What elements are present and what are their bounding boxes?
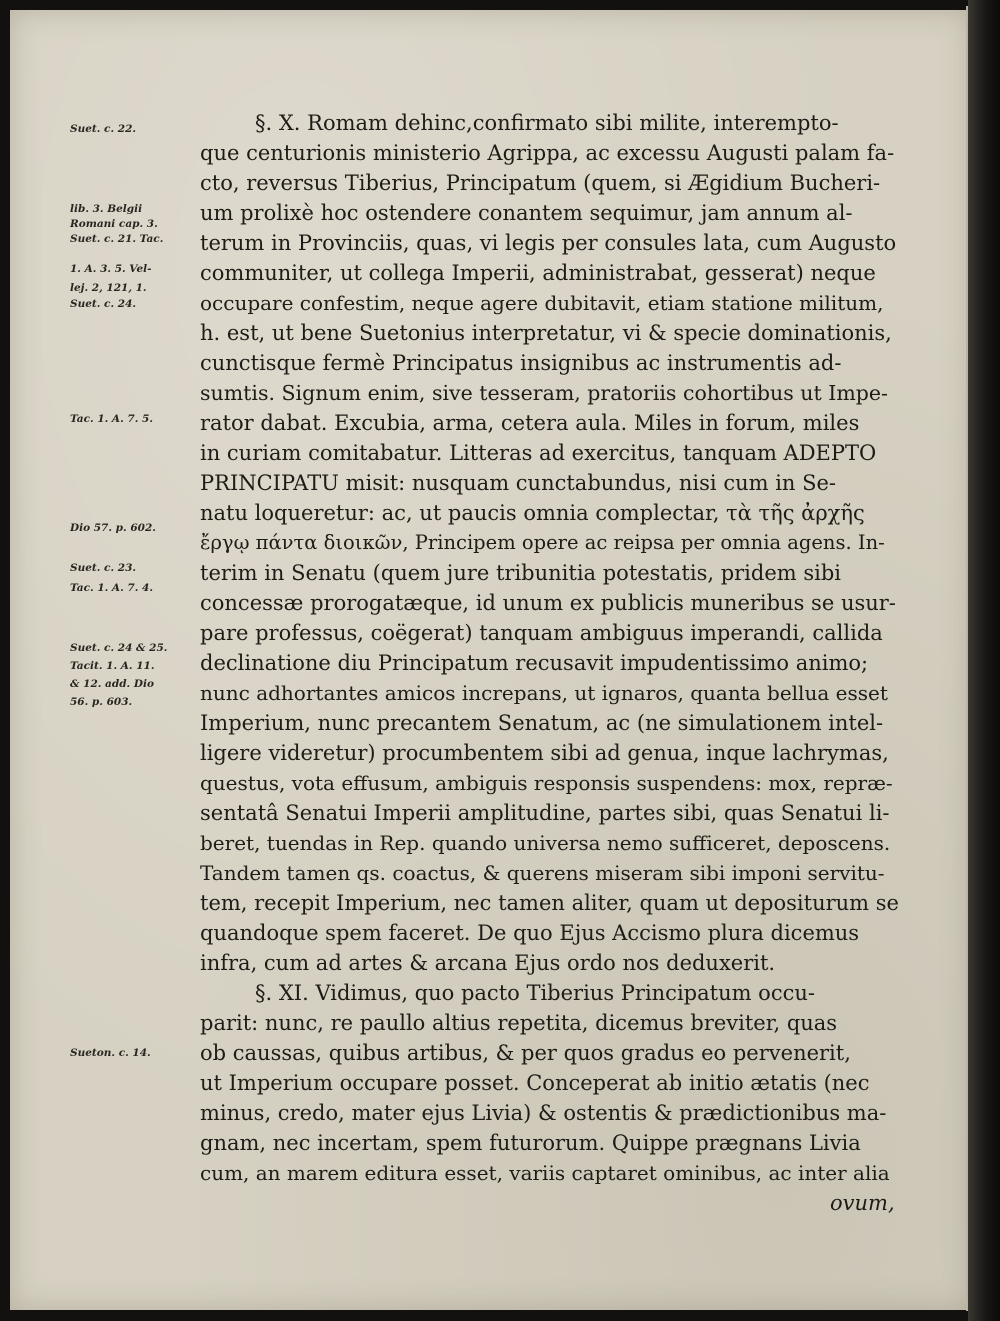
text-line: concessæ prorogatæque, id unum ex publicis muneribus se usur- <box>200 591 896 615</box>
text-line: h. est, ut bene Suetonius interpretatur, vi & specie dominationis, <box>200 321 892 345</box>
text-line: ligere videretur) procumbentem sibi ad genua, inque lachrymas, <box>200 741 889 765</box>
margin-note: Dio 57. p. 602. <box>70 522 156 534</box>
text-line: §. XI. Vidimus, quo pacto Tiberius Principatum occu- <box>255 981 815 1005</box>
text-line: que centurionis ministerio Agrippa, ac excessu Augusti palam fa- <box>200 141 895 165</box>
book-edge-shadow <box>968 0 1000 1321</box>
text-line: minus, credo, mater ejus Livia) & ostentis & prædictionibus ma- <box>200 1101 887 1125</box>
text-line: tem, recepit Imperium, nec tamen aliter, quam ut depositurum se <box>200 891 899 915</box>
margin-note: Suet. c. 22. <box>70 123 137 135</box>
text-line: cunctisque fermè Principatus insignibus ac instrumentis ad- <box>200 351 842 375</box>
text-line: in curiam comitabatur. Litteras ad exercitus, tanquam ADEPTO <box>200 441 877 465</box>
text-line: occupare confestim, neque agere dubitavit, etiam statione militum, <box>200 291 884 315</box>
text-line: sentatâ Senatui Imperii amplitudine, partes sibi, quas Senatui li- <box>200 801 890 825</box>
text-line: declinatione diu Principatum recusavit impudentissimo animo; <box>200 651 869 675</box>
margin-note: Suet. c. 24. <box>70 298 137 310</box>
text-line: sumtis. Signum enim, sive tesseram, pratoriis cohortibus ut Impe- <box>200 381 888 405</box>
margin-note: lib. 3. Belgii <box>70 203 143 215</box>
text-line: quandoque spem faceret. De quo Ejus Accismo plura dicemus <box>200 921 860 945</box>
text-line: §. X. Romam dehinc,confirmato sibi milite, interempto- <box>255 111 839 135</box>
margin-note: & 12. add. Dio <box>70 678 154 690</box>
book-page <box>10 10 970 1310</box>
catchword: ovum, <box>830 1191 895 1215</box>
text-line: rator dabat. Excubia, arma, cetera aula. Miles in forum, miles <box>200 411 860 435</box>
margin-note: Tacit. 1. A. 11. <box>70 660 155 672</box>
text-line: beret, tuendas in Rep. quando universa nemo sufficeret, deposcens. <box>200 831 891 855</box>
text-line: parit: nunc, re paullo altius repetita, dicemus breviter, quas <box>200 1011 838 1035</box>
margin-note: Suet. c. 23. <box>70 562 137 574</box>
text-line: Tandem tamen qs. coactus, & querens miseram sibi imponi servitu- <box>200 861 885 885</box>
text-line: Imperium, nunc precantem Senatum, ac (ne simulationem intel- <box>200 711 884 735</box>
margin-note: Tac. 1. A. 7. 5. <box>70 413 153 425</box>
margin-note: lej. 2, 121, 1. <box>70 282 147 294</box>
text-line: pare professus, coëgerat) tanquam ambiguus imperandi, callida <box>200 621 883 645</box>
text-line: nunc adhortantes amicos increpans, ut ignaros, quanta bellua esset <box>200 681 888 705</box>
text-line: ut Imperium occupare posset. Conceperat ab initio ætatis (nec <box>200 1071 870 1095</box>
text-line: terum in Provinciis, quas, vi legis per consules lata, cum Augusto <box>200 231 897 255</box>
text-line: communiter, ut collega Imperii, administrabat, gesserat) neque <box>200 261 876 285</box>
text-line: ἔργῳ πάντα διοικῶν, Principem opere ac reipsa per omnia agens. In- <box>200 531 885 554</box>
text-line: gnam, nec incertam, spem futurorum. Quippe prægnans Livia <box>200 1131 861 1155</box>
text-line: um prolixè hoc ostendere conantem sequimur, jam annum al- <box>200 201 853 225</box>
text-line: questus, vota effusum, ambiguis responsis suspendens: mox, repræ- <box>200 771 893 795</box>
margin-note: Romani cap. 3. <box>70 218 158 230</box>
text-line: infra, cum ad artes & arcana Ejus ordo nos deduxerit. <box>200 951 776 975</box>
text-line: cto, reversus Tiberius, Principatum (quem, si Ægidium Bucheri- <box>200 171 881 195</box>
margin-note: 1. A. 3. 5. Vel- <box>70 263 152 275</box>
margin-note: Suet. c. 21. Tac. <box>70 233 164 245</box>
margin-note: Sueton. c. 14. <box>70 1047 151 1059</box>
margin-note: 56. p. 603. <box>70 696 133 708</box>
margin-note: Tac. 1. A. 7. 4. <box>70 582 153 594</box>
text-line: cum, an marem editura esset, variis captaret ominibus, ac inter alia <box>200 1161 890 1185</box>
margin-note: Suet. c. 24 & 25. <box>70 642 168 654</box>
text-line: natu loqueretur: ac, ut paucis omnia complectar, τὰ τῆς ἀρχῆς <box>200 501 865 525</box>
text-line: PRINCIPATU misit: nusquam cunctabundus, nisi cum in Se- <box>200 471 837 495</box>
text-line: terim in Senatu (quem jure tribunitia potestatis, pridem sibi <box>200 561 842 585</box>
text-line: ob caussas, quibus artibus, & per quos gradus eo pervenerit, <box>200 1041 851 1065</box>
